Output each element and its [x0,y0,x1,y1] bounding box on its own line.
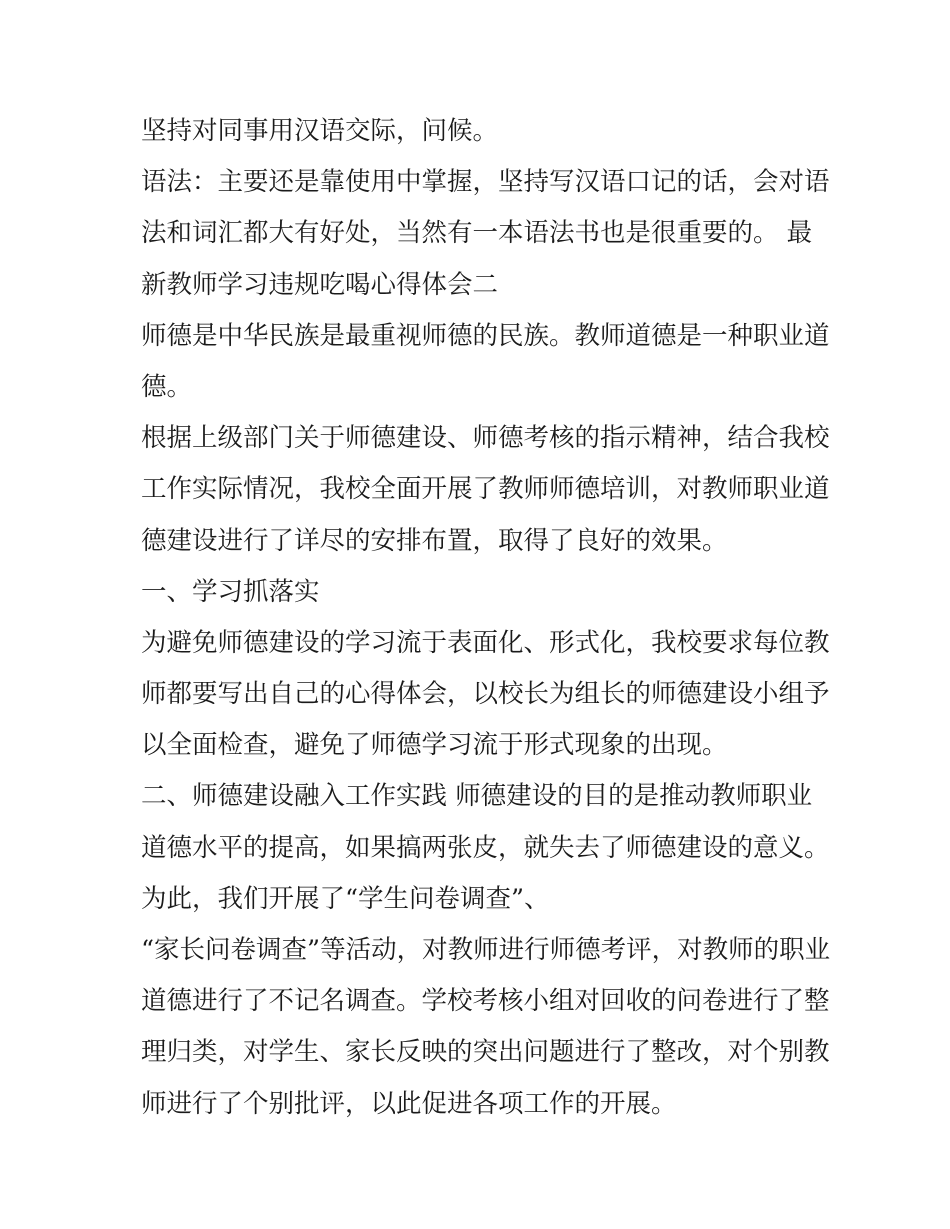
text-line: 法和词汇都大有好处，当然有一本语法书也是很重要的。 最 [141,218,813,249]
text-line: 根据上级部门关于师德建设、师德考核的指示精神，结合我校 [141,423,830,454]
text-line: 语法：主要还是靠使用中掌握，坚持写汉语口记的话，会对语 [141,167,830,198]
text-line: 道德水平的提高，如果搞两张皮，就失去了师德建设的意义。 [141,832,830,863]
text-line: 二、师德建设融入工作实践 师德建设的目的是推动教师职业 [141,781,813,812]
text-line: 以全面检查，避免了师德学习流于形式现象的出现。 [141,730,728,761]
section-heading: 一、学习抓落实 [141,576,320,607]
text-line: 工作实际情况，我校全面开展了教师师德培训，对教师职业道 [141,474,830,505]
text-line: 为避免师德建设的学习流于表面化、形式化，我校要求每位教 [141,627,830,658]
text-line: 师德是中华民族是最重视师德的民族。教师道德是一种职业道 [141,320,830,351]
text-line: 师进行了个别批评，以此促进各项工作的开展。 [141,1088,677,1119]
text-line: 新教师学习违规吃喝心得体会二 [141,269,499,300]
text-line: 理归类，对学生、家长反映的突出问题进行了整改，对个别教 [141,1037,830,1068]
text-line: 坚持对同事用汉语交际，问候。 [141,116,499,146]
text-line: “家长问卷调查”等活动，对教师进行师德考评，对教师的职业 [141,935,831,965]
text-line: 道德进行了不记名调查。学校考核小组对回收的问卷进行了整 [141,986,830,1017]
text-line: 德建设进行了详尽的安排布置，取得了良好的效果。 [141,525,728,556]
text-line: 德。 [141,371,193,402]
body-text [141,106,831,1130]
text-line: 师都要写出自己的心得体会，以校长为组长的师德建设小组予 [141,679,830,710]
text-line: 为此，我们开展了“学生问卷调查”、 [141,883,550,914]
